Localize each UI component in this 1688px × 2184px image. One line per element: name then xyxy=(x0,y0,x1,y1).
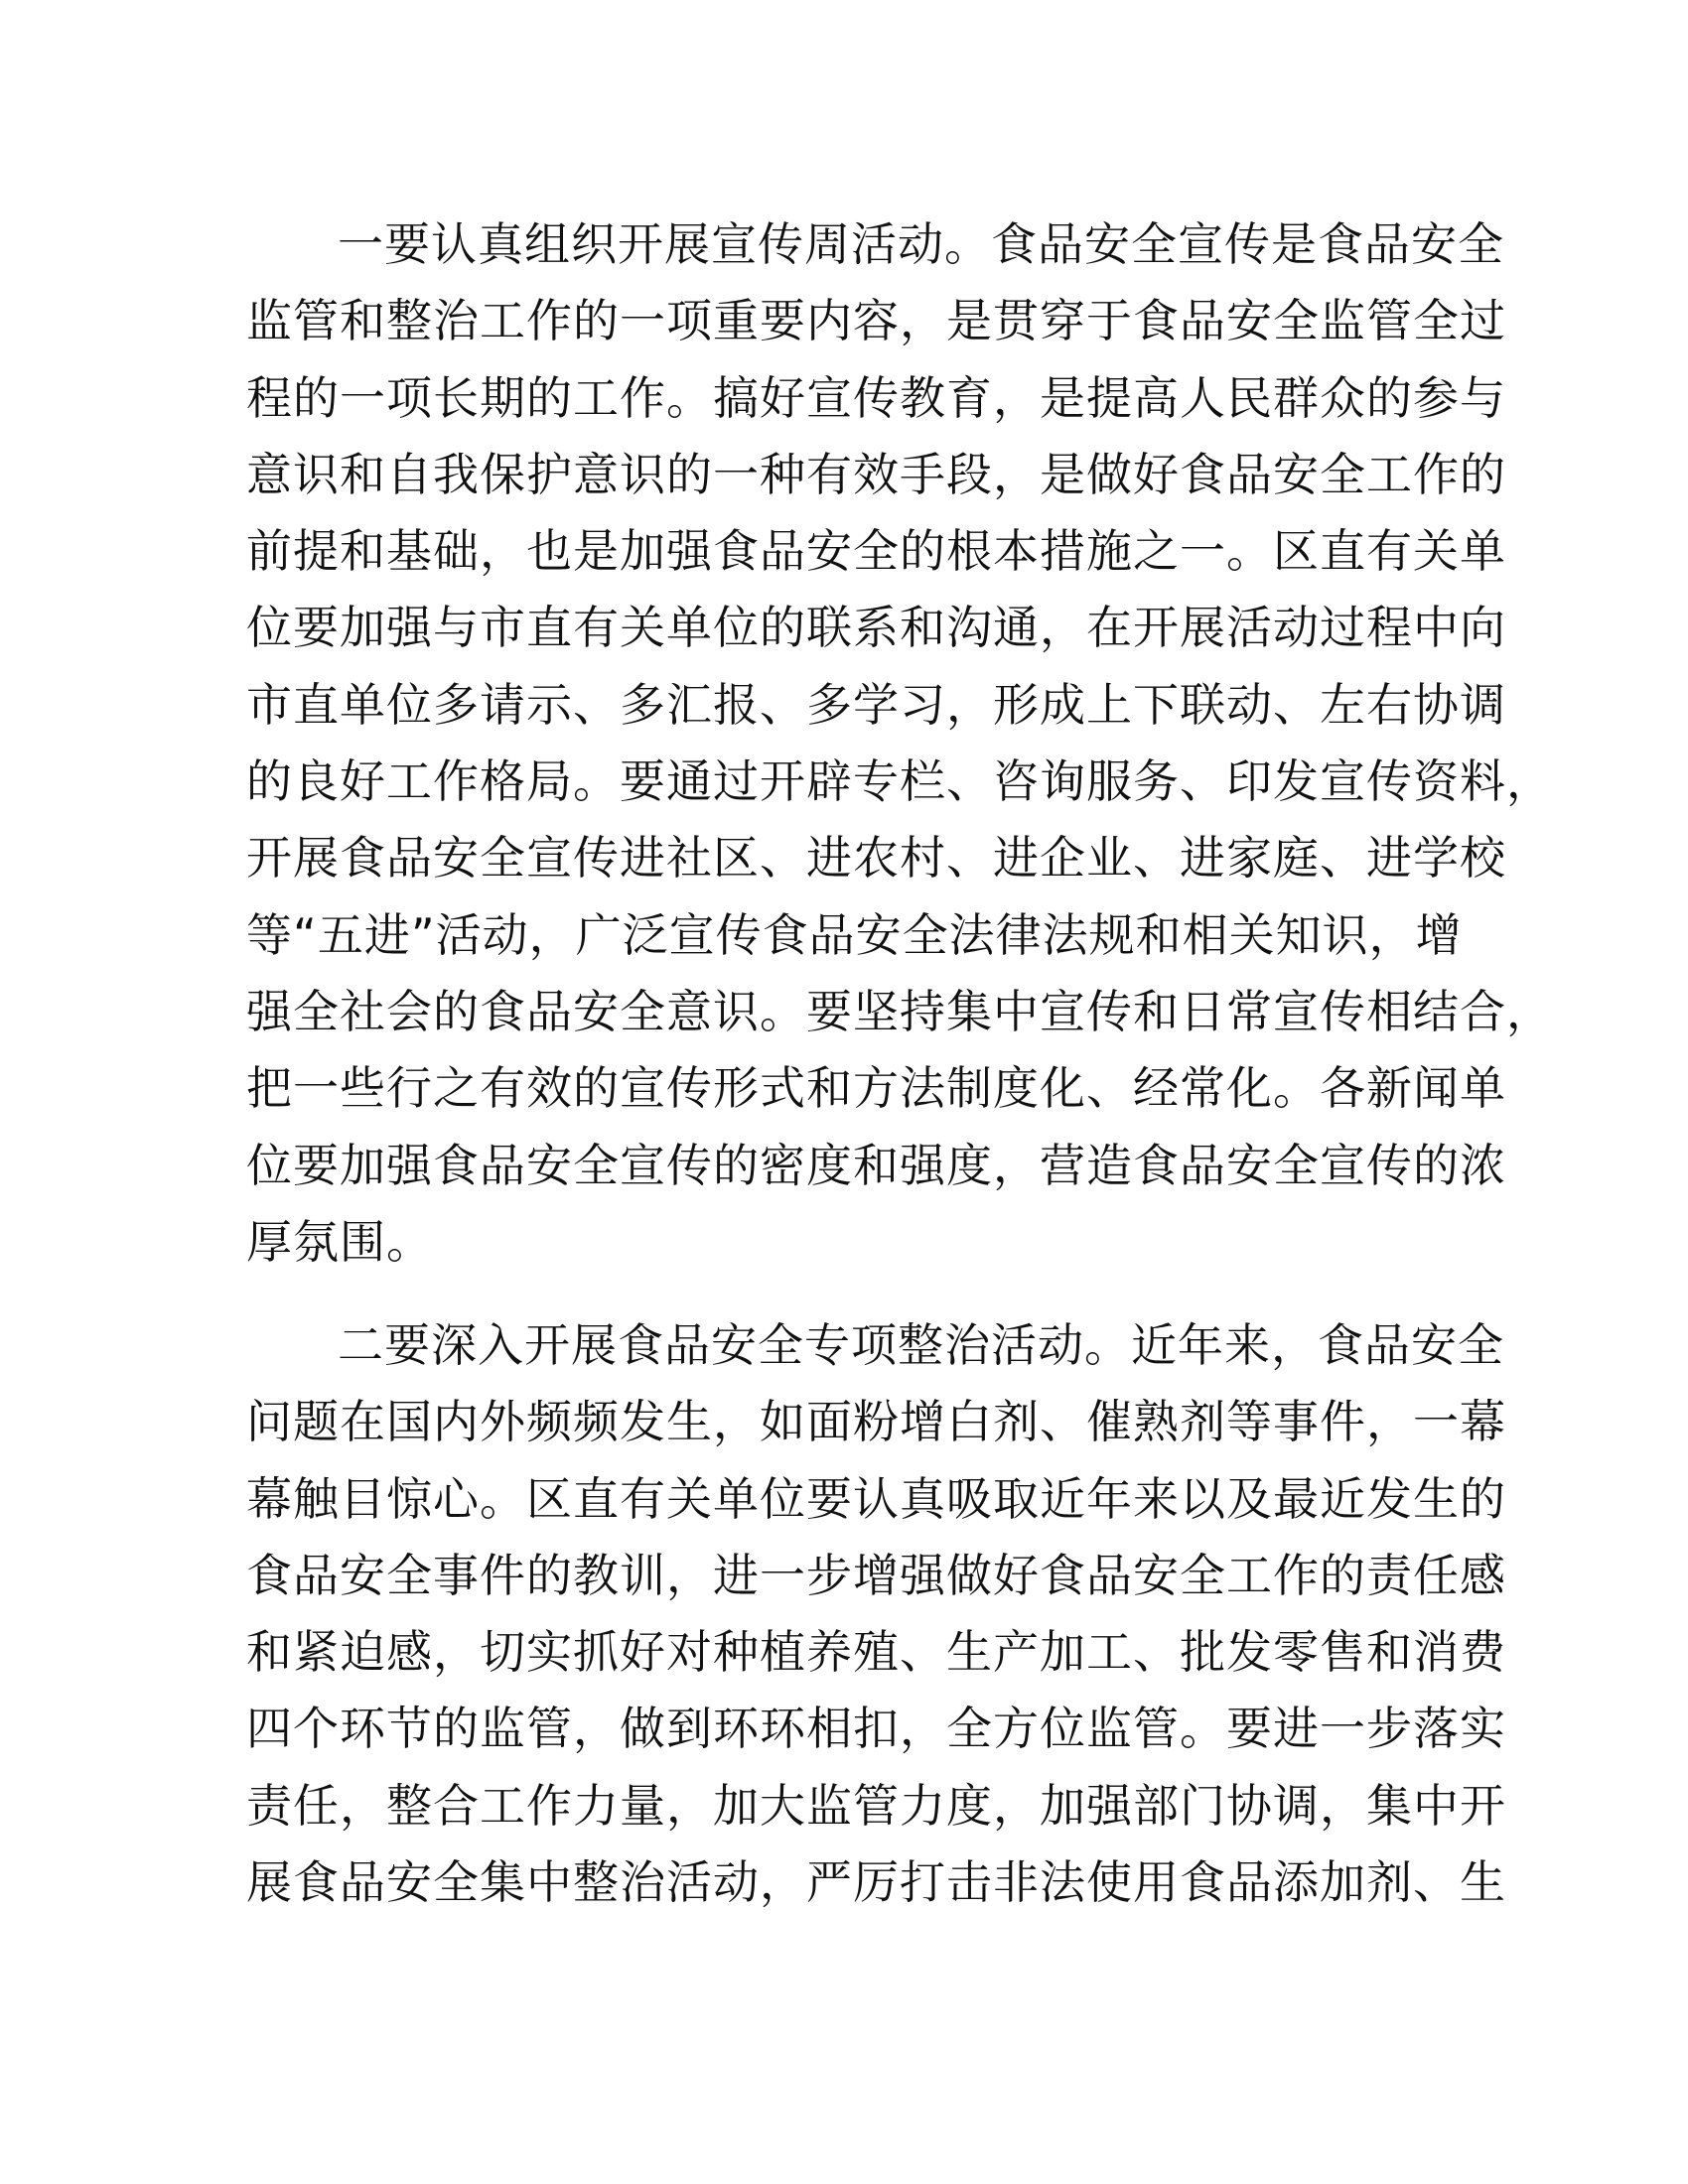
text-line: 和紧迫感，切实抓好对种植养殖、生产加工、批发零售和消费 xyxy=(246,1625,1506,1680)
text-line: 厚氛围。 xyxy=(246,1214,433,1269)
text-line: 的良好工作格局。要通过开辟专栏、咨询服务、印发宣传资料， xyxy=(246,754,1553,809)
paragraph-1 xyxy=(246,206,1553,1281)
text-line: 展食品安全集中整治活动，严厉打击非法使用食品添加剂、生 xyxy=(246,1855,1506,1910)
text-line: 二要深入开展食品安全专项整治活动。近年来，食品安全 xyxy=(338,1318,1504,1372)
text-line: 市直单位多请示、多汇报、多学习，形成上下联动、左右协调 xyxy=(246,677,1506,732)
text-line: 监管和整治工作的一项重要内容，是贯穿于食品安全监管全过 xyxy=(246,294,1506,348)
text-line: 责任，整合工作力量，加大监管力度，加强部门协调，集中开 xyxy=(246,1778,1506,1833)
text-line: 食品安全事件的教训，进一步增强做好食品安全工作的责任感 xyxy=(246,1548,1506,1602)
text-line: 强全社会的食品安全意识。要坚持集中宣传和日常宣传相结合， xyxy=(246,984,1553,1038)
paragraph-2 xyxy=(246,1307,1506,1921)
text-line: 一要认真组织开展宣传周活动。食品安全宣传是食品安全 xyxy=(338,217,1504,271)
text-line: 把一些行之有效的宣传形式和方法制度化、经常化。各新闻单 xyxy=(246,1061,1506,1116)
text-line: 程的一项长期的工作。搞好宣传教育，是提高人民群众的参与 xyxy=(246,370,1506,425)
text-line: 幕触目惊心。区直有关单位要认真吸取近年来以及最近发生的 xyxy=(246,1471,1506,1526)
text-line: 等“五进”活动，广泛宣传食品安全法律法规和相关知识，增 xyxy=(246,907,1463,962)
text-line: 位要加强与市直有关单位的联系和沟通，在开展活动过程中向 xyxy=(246,601,1506,655)
text-line: 意识和自我保护意识的一种有效手段，是做好食品安全工作的 xyxy=(246,447,1506,501)
text-line: 问题在国内外频频发生，如面粉增白剂、催熟剂等事件，一幕 xyxy=(246,1395,1506,1449)
text-line: 位要加强食品安全宣传的密度和强度，营造食品安全宣传的浓 xyxy=(246,1138,1506,1192)
text-line: 前提和基础，也是加强食品安全的根本措施之一。区直有关单 xyxy=(246,524,1506,579)
text-line: 开展食品安全宣传进社区、进农村、进企业、进家庭、进学校 xyxy=(246,831,1506,886)
text-line: 四个环节的监管，做到环环相扣，全方位监管。要进一步落实 xyxy=(246,1702,1506,1756)
